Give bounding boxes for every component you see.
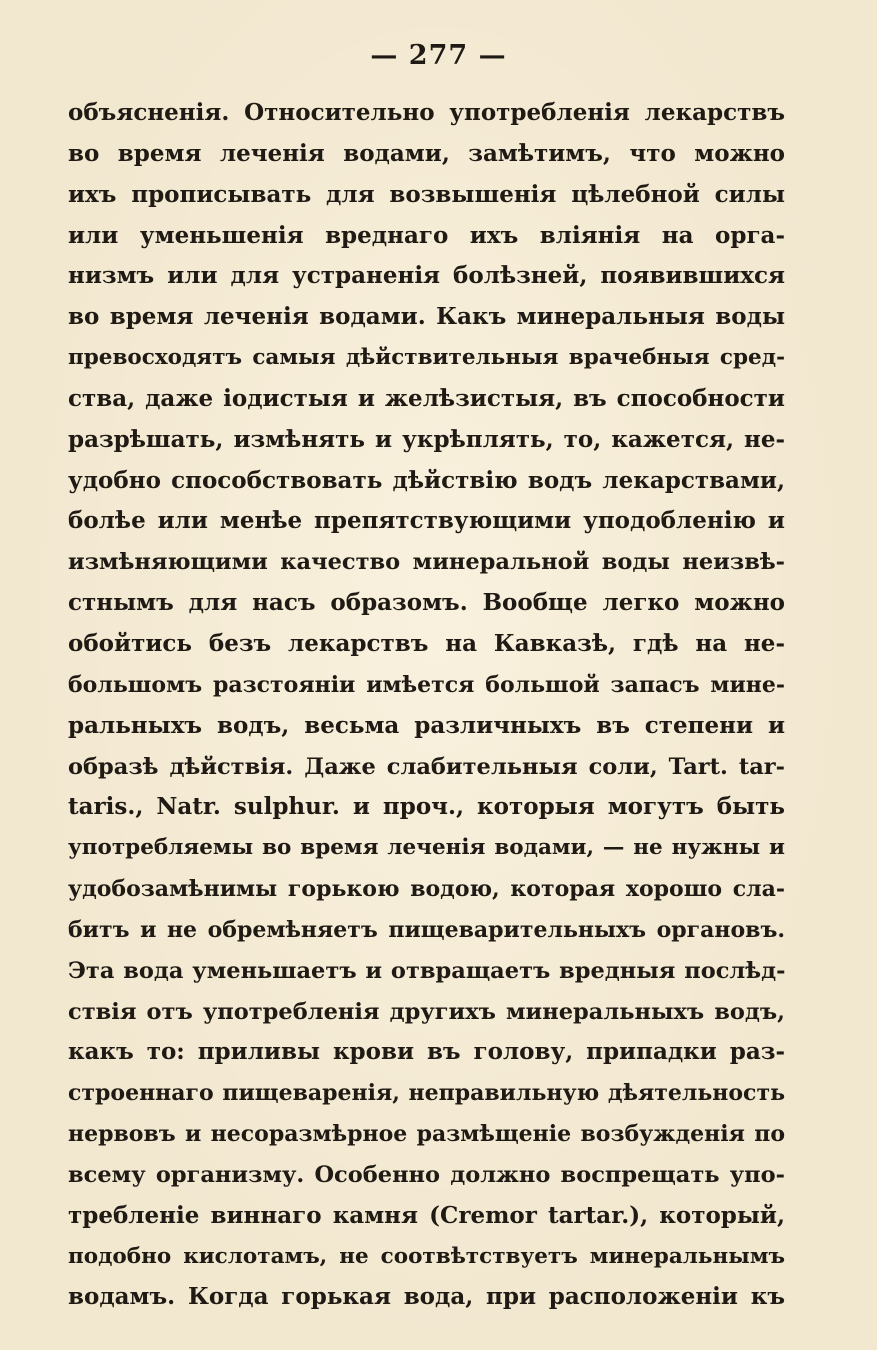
text-line: строеннаго пищеваренія, неправильную дѣятельность: [68, 1080, 785, 1107]
text-line: нервовъ и несоразмѣрное размѣщеніе возбужденія по: [68, 1121, 785, 1148]
text-line: болѣе или менѣе препятствующими уподобленію и: [68, 507, 785, 535]
text-line: обойтись безъ лекарствъ на Кавказѣ, гдѣ на не-: [68, 629, 785, 657]
text-line: taris., Natr. sulphur. и проч., которыя могутъ быть: [68, 793, 785, 821]
text-line: ральныхъ водъ, весьма различныхъ въ степени и: [68, 711, 785, 739]
text-line: ихъ прописывать для возвышенія цѣлебной силы: [68, 180, 785, 208]
text-line: во время леченія водами, замѣтимъ, что можно: [68, 139, 785, 167]
text-line: или уменьшенія вреднаго ихъ вліянія на орга-: [68, 221, 785, 249]
text-line: употребляемы во время леченія водами, — не нужны и: [68, 835, 785, 861]
text-line: измѣняющими качество минеральной воды неизвѣ-: [68, 549, 785, 576]
text-line: ствія отъ употребленія другихъ минеральныхъ водъ,: [68, 998, 785, 1025]
text-line: битъ и не обремѣняетъ пищеварительныхъ органовъ.: [68, 916, 785, 943]
body-text: [68, 93, 785, 1318]
text-line: удобозамѣнимы горькою водою, которая хорошо сла-: [68, 876, 785, 903]
text-line: какъ то: приливы крови въ голову, припадки раз-: [68, 1038, 785, 1066]
text-line: объясненія. Относительно употребленія лекарствъ: [68, 99, 785, 126]
text-line: разрѣшать, измѣнять и укрѣплять, то, кажется, не-: [68, 425, 785, 453]
text-line: требленіе виннаго камня (Cremor tartar.), который,: [68, 1201, 785, 1229]
text-line: Эта вода уменьшаетъ и отвращаетъ вредныя послѣд-: [68, 957, 785, 984]
text-line: превосходятъ самыя дѣйствительныя врачебныя сред-: [68, 345, 785, 371]
text-line: подобно кислотамъ, не соотвѣтствуетъ минеральнымъ: [68, 1243, 785, 1269]
text-line: всему организму. Особенно должно воспрещать упо-: [68, 1161, 785, 1188]
text-line: образѣ дѣйствія. Даже слабительныя соли, Tart. tar-: [68, 753, 785, 780]
page-number: — 277 —: [370, 40, 507, 71]
text-line: водамъ. Когда горькая вода, при расположеніи къ: [68, 1283, 785, 1311]
text-line: удобно способствовать дѣйствію водъ лекарствами,: [68, 466, 785, 494]
text-line: стнымъ для насъ образомъ. Вообще легко можно: [68, 589, 785, 617]
text-line: ства, даже іодистыя и желѣзистыя, въ способности: [68, 384, 785, 412]
text-line: во время леченія водами. Какъ минеральныя воды: [68, 303, 785, 331]
text-line: большомъ разстояніи имѣется большой запасъ мине-: [68, 671, 785, 698]
text-line: низмъ или для устраненія болѣзней, появившихся: [68, 262, 785, 290]
